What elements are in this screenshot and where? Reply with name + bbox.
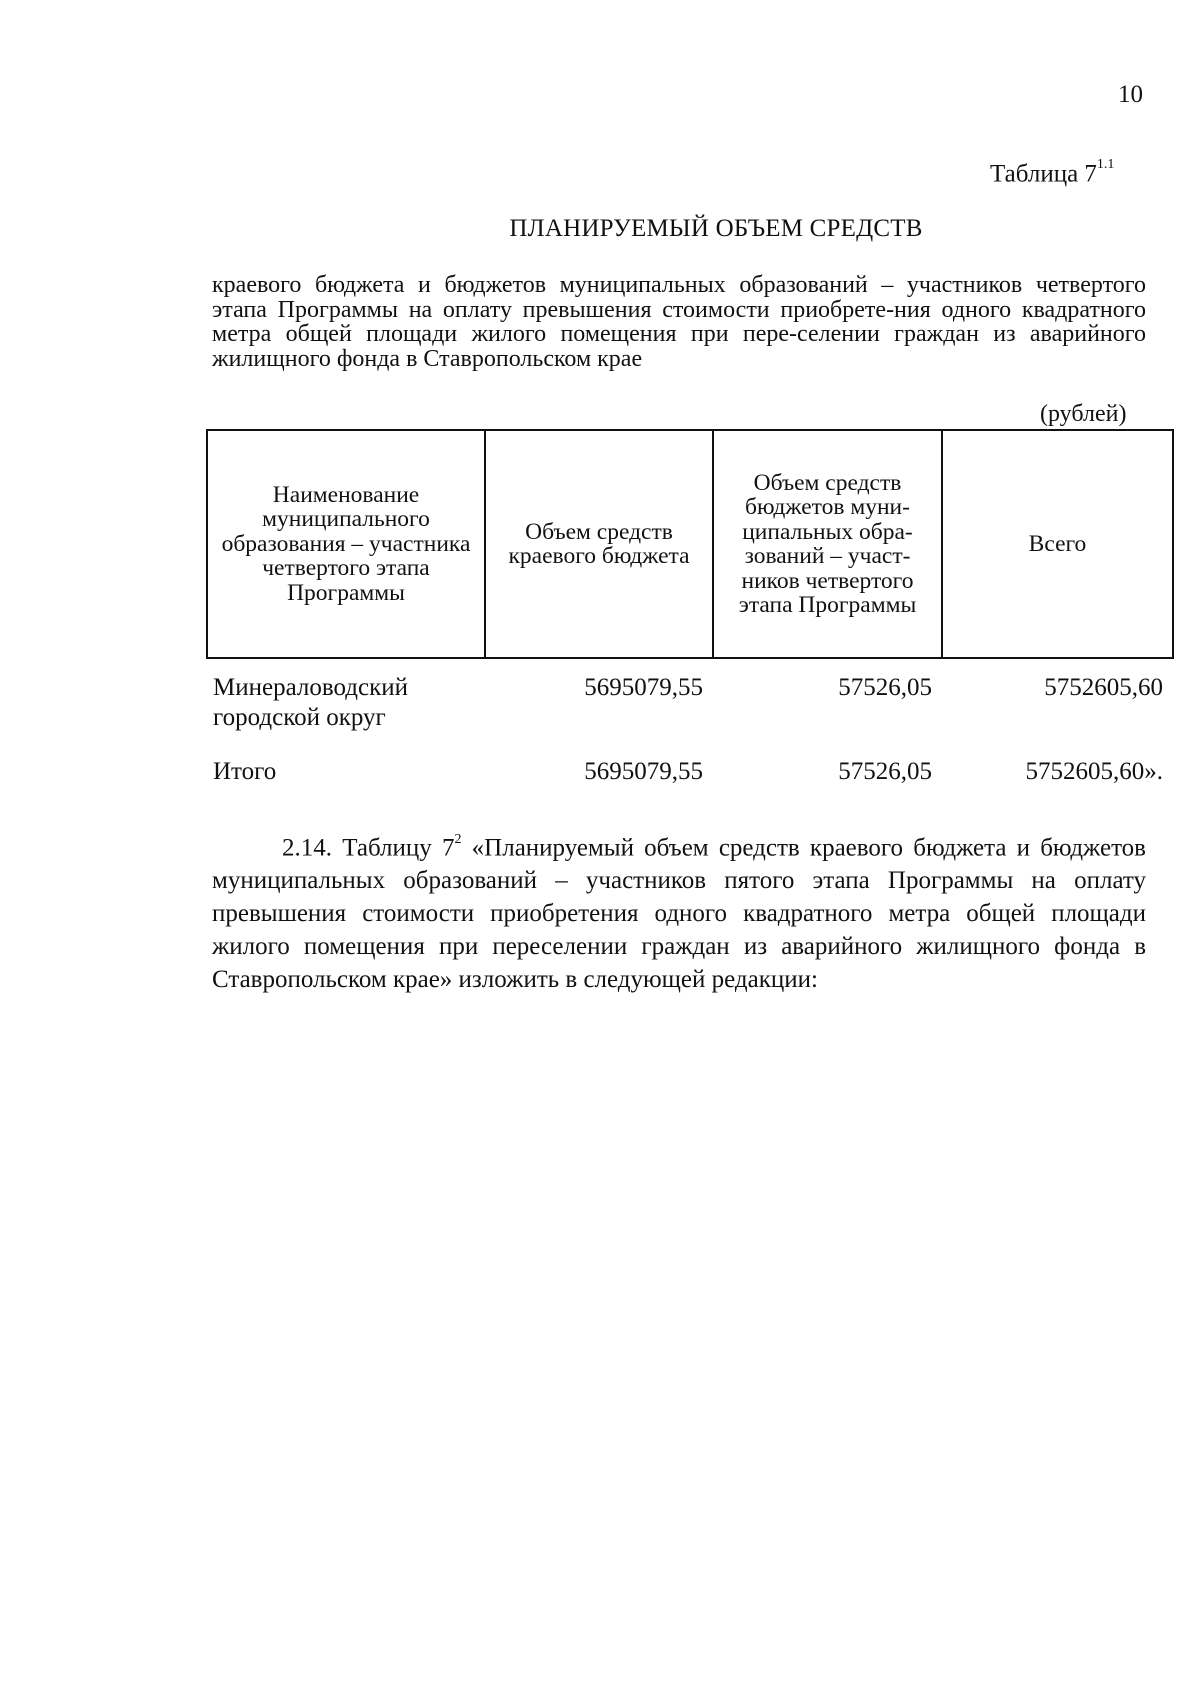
table-label xyxy=(990,154,1114,189)
document-title: ПЛАНИРУЕМЫЙ ОБЪЕМ СРЕДСТВ xyxy=(509,215,923,242)
cell-regional-budget: 5695079,55 xyxy=(584,674,703,701)
cell-total-municipal-budgets: 57526,05 xyxy=(838,758,932,785)
paragraph-text: «Планируемый объем средств краевого бюджета и бюджетов муниципальных образований – участников пятого этапа Программы на оплату превышения стоимости приобретения одного квадратного метра общей площади жилого помещения при переселении граждан из аварийного жилищного фонда в Ставропольском крае» изложить в следующей редакции: xyxy=(212,834,1146,994)
header-municipal-budgets: Объем средств бюджетов муни-ципальных обра-зований – участ-ников четвертого этапа Программы xyxy=(713,430,942,658)
paragraph-superscript: 2 xyxy=(454,832,462,847)
header-regional-budget: Объем средств краевого бюджета xyxy=(485,430,713,658)
cell-municipal-budgets: 57526,05 xyxy=(838,674,932,701)
amendment-paragraph xyxy=(212,826,1146,996)
table-row xyxy=(207,658,1173,753)
table-total-row xyxy=(207,753,1173,787)
paragraph-lead: 2.14. Таблицу 7 xyxy=(282,834,455,862)
table-header-row xyxy=(207,430,1173,658)
cell-municipality-name: Минераловодский городской округ xyxy=(213,674,409,731)
cell-total-regional-budget: 5695079,55 xyxy=(584,758,703,785)
document-subtitle: краевого бюджета и бюджетов муниципальных образований – участников четвертого этапа Программы на оплату превышения стоимости приобрете-ния одного квадратного метра общей площади жилого помещения при пере-селении граждан из аварийного жилищного фонда в Ставропольском крае xyxy=(212,272,1146,372)
header-municipality: Наименование муниципального образования – участника четвертого этапа Программы xyxy=(207,430,485,658)
header-total: Всего xyxy=(942,430,1173,658)
table-label-superscript: 1.1 xyxy=(1096,157,1115,172)
cell-grand-total: 5752605,60». xyxy=(1025,758,1163,785)
units-label: (рублей) xyxy=(1040,401,1127,427)
cell-total-label: Итого xyxy=(213,758,277,785)
table-label-text: Таблица 7 xyxy=(990,160,1097,188)
cell-total: 5752605,60 xyxy=(1044,674,1163,701)
page-number: 10 xyxy=(1118,81,1143,108)
budget-table xyxy=(206,429,1174,787)
